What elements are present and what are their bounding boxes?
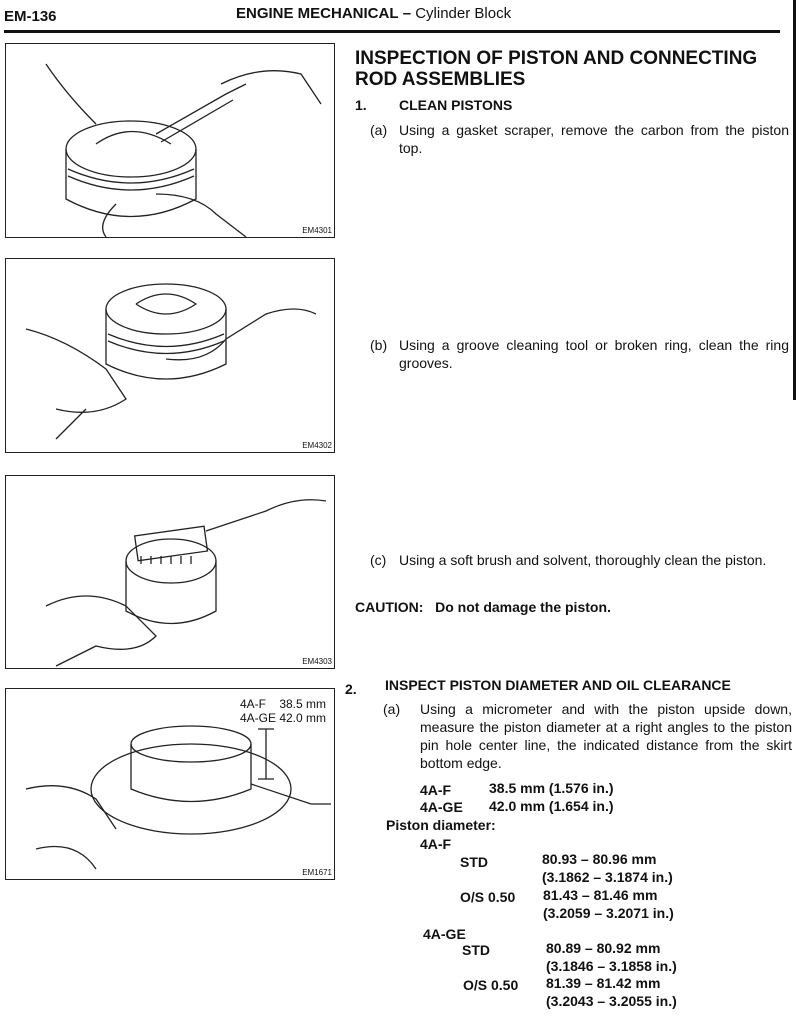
page-number: EM-136 [4, 8, 57, 25]
caution-label: CAUTION: [355, 599, 424, 615]
figure-dimension-value: 42.0 mm [279, 711, 326, 725]
distance-engine: 4A-F [420, 782, 452, 798]
figure-dimension-value: 38.5 mm [279, 697, 326, 711]
diameter-in: (3.1846 – 3.1858 in.) [546, 958, 677, 974]
piston-groove-illustration [6, 259, 334, 452]
diameter-size: O/S 0.50 [460, 889, 516, 905]
diameter-size: STD [462, 942, 490, 958]
piston-brush-illustration [6, 476, 334, 668]
step-2-number: 2. [345, 681, 357, 697]
item-text: Using a micrometer and with the piston upside down, measure the piston diameter at a right angles to the piston pin hole center line, the indicated distance from the skirt bottom edge. [420, 701, 792, 771]
diameter-engine: 4A-GE [423, 926, 466, 942]
item-text: Using a soft brush and solvent, thoroughly clean the piston. [399, 552, 767, 568]
caution-text: Do not damage the piston. [435, 599, 611, 615]
figure-micrometer [5, 688, 335, 880]
diameter-size: STD [460, 854, 488, 870]
diameter-mm: 81.39 – 81.42 mm [546, 975, 661, 991]
figure-engine-label: 4A-F [239, 697, 266, 711]
figure-id: EM4301 [302, 226, 332, 235]
figure-id: EM1671 [302, 868, 332, 877]
item-text: Using a groove cleaning tool or broken ring, clean the ring grooves. [399, 337, 789, 371]
distance-engine: 4A-GE [420, 799, 463, 815]
header-rule [4, 30, 780, 33]
subsection-title: Cylinder Block [415, 5, 512, 22]
figure-brush [5, 475, 335, 669]
diameter-mm: 80.93 – 80.96 mm [542, 851, 657, 867]
item-label: (a) [370, 122, 388, 138]
step-1-number: 1. [355, 97, 367, 113]
caution [355, 598, 611, 616]
diameter-in: (3.2043 – 3.2055 in.) [546, 993, 677, 1009]
figure-id: EM4302 [302, 441, 332, 450]
item-text: Using a gasket scraper, remove the carbon from the piston top. [399, 122, 789, 156]
item-label: (a) [383, 701, 401, 717]
figure-groove-cleaning [5, 258, 335, 453]
header-dash: – [402, 5, 412, 22]
diameter-label: Piston diameter: [386, 817, 496, 833]
figure-dimension-labels [240, 697, 326, 725]
step-1-title: CLEAN PISTONS [399, 97, 513, 113]
page-heading: INSPECTION OF PISTON AND CONNECTING ROD ASSEMBLIES [355, 48, 758, 90]
piston-scraper-illustration [6, 44, 334, 237]
diameter-in: (3.2059 – 3.2071 in.) [543, 905, 674, 921]
diameter-engine: 4A-F [420, 836, 452, 852]
distance-value: 38.5 mm (1.576 in.) [489, 780, 614, 796]
diameter-mm: 81.43 – 81.46 mm [543, 887, 658, 903]
page-header [236, 5, 511, 22]
figure-engine-label: 4A-GE [239, 711, 276, 725]
item-label: (b) [370, 337, 388, 353]
figure-id: EM4303 [302, 657, 332, 666]
diameter-in: (3.1862 – 3.1874 in.) [542, 869, 673, 885]
section-title: ENGINE MECHANICAL [236, 5, 399, 22]
distance-value: 42.0 mm (1.654 in.) [489, 798, 614, 814]
step-2-title: INSPECT PISTON DIAMETER AND OIL CLEARANCE [385, 677, 731, 693]
figure-scraper [5, 43, 335, 238]
diameter-size: O/S 0.50 [463, 977, 519, 993]
item-label: (c) [370, 552, 387, 568]
diameter-mm: 80.89 – 80.92 mm [546, 940, 661, 956]
